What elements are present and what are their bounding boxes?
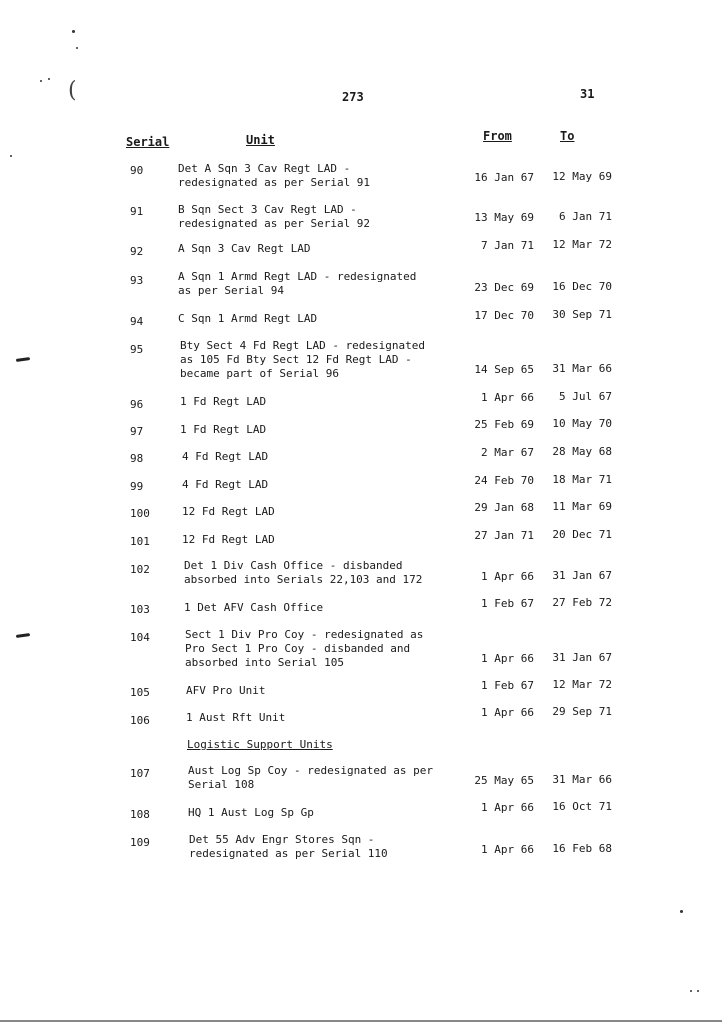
unit-name: 1 Fd Regt LAD xyxy=(180,395,267,408)
to-date: 10 May 70 xyxy=(552,417,612,430)
to-date: 29 Sep 71 xyxy=(552,705,612,718)
from-date: 25 May 65 xyxy=(474,774,534,787)
unit-name: 4 Fd Regt LAD xyxy=(182,450,269,463)
from-header: From xyxy=(483,129,512,143)
unit-name: Sect 1 Div Pro Coy - redesignated as Pro Sect 1 Pro Coy - disbanded and absorbed into Serial 105 xyxy=(185,628,424,669)
from-date: 24 Feb 70 xyxy=(474,474,534,487)
unit-name: C Sqn 1 Armd Regt LAD xyxy=(178,312,318,325)
unit-name: B Sqn Sect 3 Cav Regt LAD - redesignated as per Serial 92 xyxy=(178,203,371,230)
unit-name: AFV Pro Unit xyxy=(186,684,266,697)
serial-number: 100 xyxy=(130,507,150,520)
to-date: 31 Mar 66 xyxy=(552,773,612,786)
from-date: 1 Apr 66 xyxy=(481,843,534,856)
to-date: 6 Jan 71 xyxy=(559,210,612,223)
serial-number: 104 xyxy=(130,631,150,644)
to-date: 31 Jan 67 xyxy=(552,651,612,664)
serial-number: 99 xyxy=(130,480,144,493)
from-date: 29 Jan 68 xyxy=(474,501,534,514)
from-date: 14 Sep 65 xyxy=(474,363,534,376)
scan-speck xyxy=(48,78,50,80)
serial-number: 109 xyxy=(130,836,150,849)
serial-number: 94 xyxy=(130,315,144,328)
serial-number: 98 xyxy=(130,452,144,465)
unit-name: HQ 1 Aust Log Sp Gp xyxy=(188,806,314,819)
page-number: 273 xyxy=(342,90,364,104)
from-date: 1 Feb 67 xyxy=(481,597,534,610)
to-date: 31 Jan 67 xyxy=(552,569,612,582)
to-date: 16 Dec 70 xyxy=(552,280,612,293)
serial-number: 107 xyxy=(130,767,150,780)
to-date: 12 Mar 72 xyxy=(552,238,612,251)
from-date: 1 Apr 66 xyxy=(481,652,534,665)
serial-header: Serial xyxy=(126,135,170,149)
serial-number: 106 xyxy=(130,714,150,727)
to-date: 18 Mar 71 xyxy=(552,473,612,486)
from-date: 27 Jan 71 xyxy=(474,529,534,542)
from-date: 1 Apr 66 xyxy=(481,706,534,719)
from-date: 1 Apr 66 xyxy=(481,801,534,814)
unit-name: Aust Log Sp Coy - redesignated as per Serial 108 xyxy=(188,764,434,791)
unit-header: Unit xyxy=(246,133,275,147)
to-date: 28 May 68 xyxy=(552,445,612,458)
unit-name: 12 Fd Regt LAD xyxy=(182,533,275,546)
unit-name: 1 Det AFV Cash Office xyxy=(184,601,324,614)
unit-name: Bty Sect 4 Fd Regt LAD - redesignated as 105 Fd Bty Sect 12 Fd Regt LAD - became part of Serial 96 xyxy=(180,339,426,380)
section-heading: Logistic Support Units xyxy=(187,738,333,751)
scan-speck xyxy=(680,910,683,913)
to-date: 30 Sep 71 xyxy=(552,308,612,321)
unit-name: Det 55 Adv Engr Stores Sqn - redesignated as per Serial 110 xyxy=(189,833,388,860)
from-date: 1 Apr 66 xyxy=(481,570,534,583)
serial-number: 97 xyxy=(130,425,144,438)
unit-name: Det A Sqn 3 Cav Regt LAD - redesignated as per Serial 91 xyxy=(178,162,371,189)
serial-number: 105 xyxy=(130,686,150,699)
serial-number: 103 xyxy=(130,603,150,616)
to-date: 5 Jul 67 xyxy=(559,390,612,403)
to-date: 27 Feb 72 xyxy=(552,596,612,609)
serial-number: 95 xyxy=(130,343,144,356)
serial-number: 102 xyxy=(130,563,150,576)
serial-number: 93 xyxy=(130,274,144,287)
serial-number: 92 xyxy=(130,245,144,258)
from-date: 23 Dec 69 xyxy=(474,281,534,294)
to-header: To xyxy=(560,129,575,143)
scan-speck xyxy=(690,990,692,992)
unit-name: 4 Fd Regt LAD xyxy=(182,478,269,491)
to-date: 31 Mar 66 xyxy=(552,362,612,375)
scan-speck xyxy=(76,47,78,49)
scan-speck xyxy=(697,990,699,992)
unit-name: 1 Aust Rft Unit xyxy=(186,711,286,724)
sub-page-number: 31 xyxy=(580,87,595,101)
from-date: 1 Apr 66 xyxy=(481,391,534,404)
unit-name: A Sqn 1 Armd Regt LAD - redesignated as per Serial 94 xyxy=(178,270,417,297)
to-date: 12 May 69 xyxy=(552,170,612,183)
from-date: 1 Feb 67 xyxy=(481,679,534,692)
to-date: 12 Mar 72 xyxy=(552,678,612,691)
serial-number: 101 xyxy=(130,535,150,548)
from-date: 7 Jan 71 xyxy=(481,239,534,252)
punch-hole-mark xyxy=(16,357,30,362)
unit-name: 1 Fd Regt LAD xyxy=(180,423,267,436)
to-date: 16 Feb 68 xyxy=(552,842,612,855)
serial-number: 108 xyxy=(130,808,150,821)
serial-number: 96 xyxy=(130,398,144,411)
scan-mark: ( xyxy=(68,78,77,103)
unit-name: A Sqn 3 Cav Regt LAD xyxy=(178,242,311,255)
to-date: 16 Oct 71 xyxy=(552,800,612,813)
scan-speck xyxy=(72,30,75,33)
from-date: 25 Feb 69 xyxy=(474,418,534,431)
unit-name: 12 Fd Regt LAD xyxy=(182,505,275,518)
scan-speck xyxy=(10,155,12,157)
from-date: 2 Mar 67 xyxy=(481,446,534,459)
scan-speck xyxy=(40,80,42,82)
from-date: 13 May 69 xyxy=(474,211,534,224)
serial-number: 90 xyxy=(130,164,144,177)
from-date: 17 Dec 70 xyxy=(474,309,534,322)
unit-name: Det 1 Div Cash Office - disbanded absorbed into Serials 22,103 and 172 xyxy=(184,559,423,586)
from-date: 16 Jan 67 xyxy=(474,171,534,184)
punch-hole-mark xyxy=(16,633,30,638)
scan-edge xyxy=(0,1020,722,1022)
serial-number: 91 xyxy=(130,205,144,218)
to-date: 11 Mar 69 xyxy=(552,500,612,513)
to-date: 20 Dec 71 xyxy=(552,528,612,541)
